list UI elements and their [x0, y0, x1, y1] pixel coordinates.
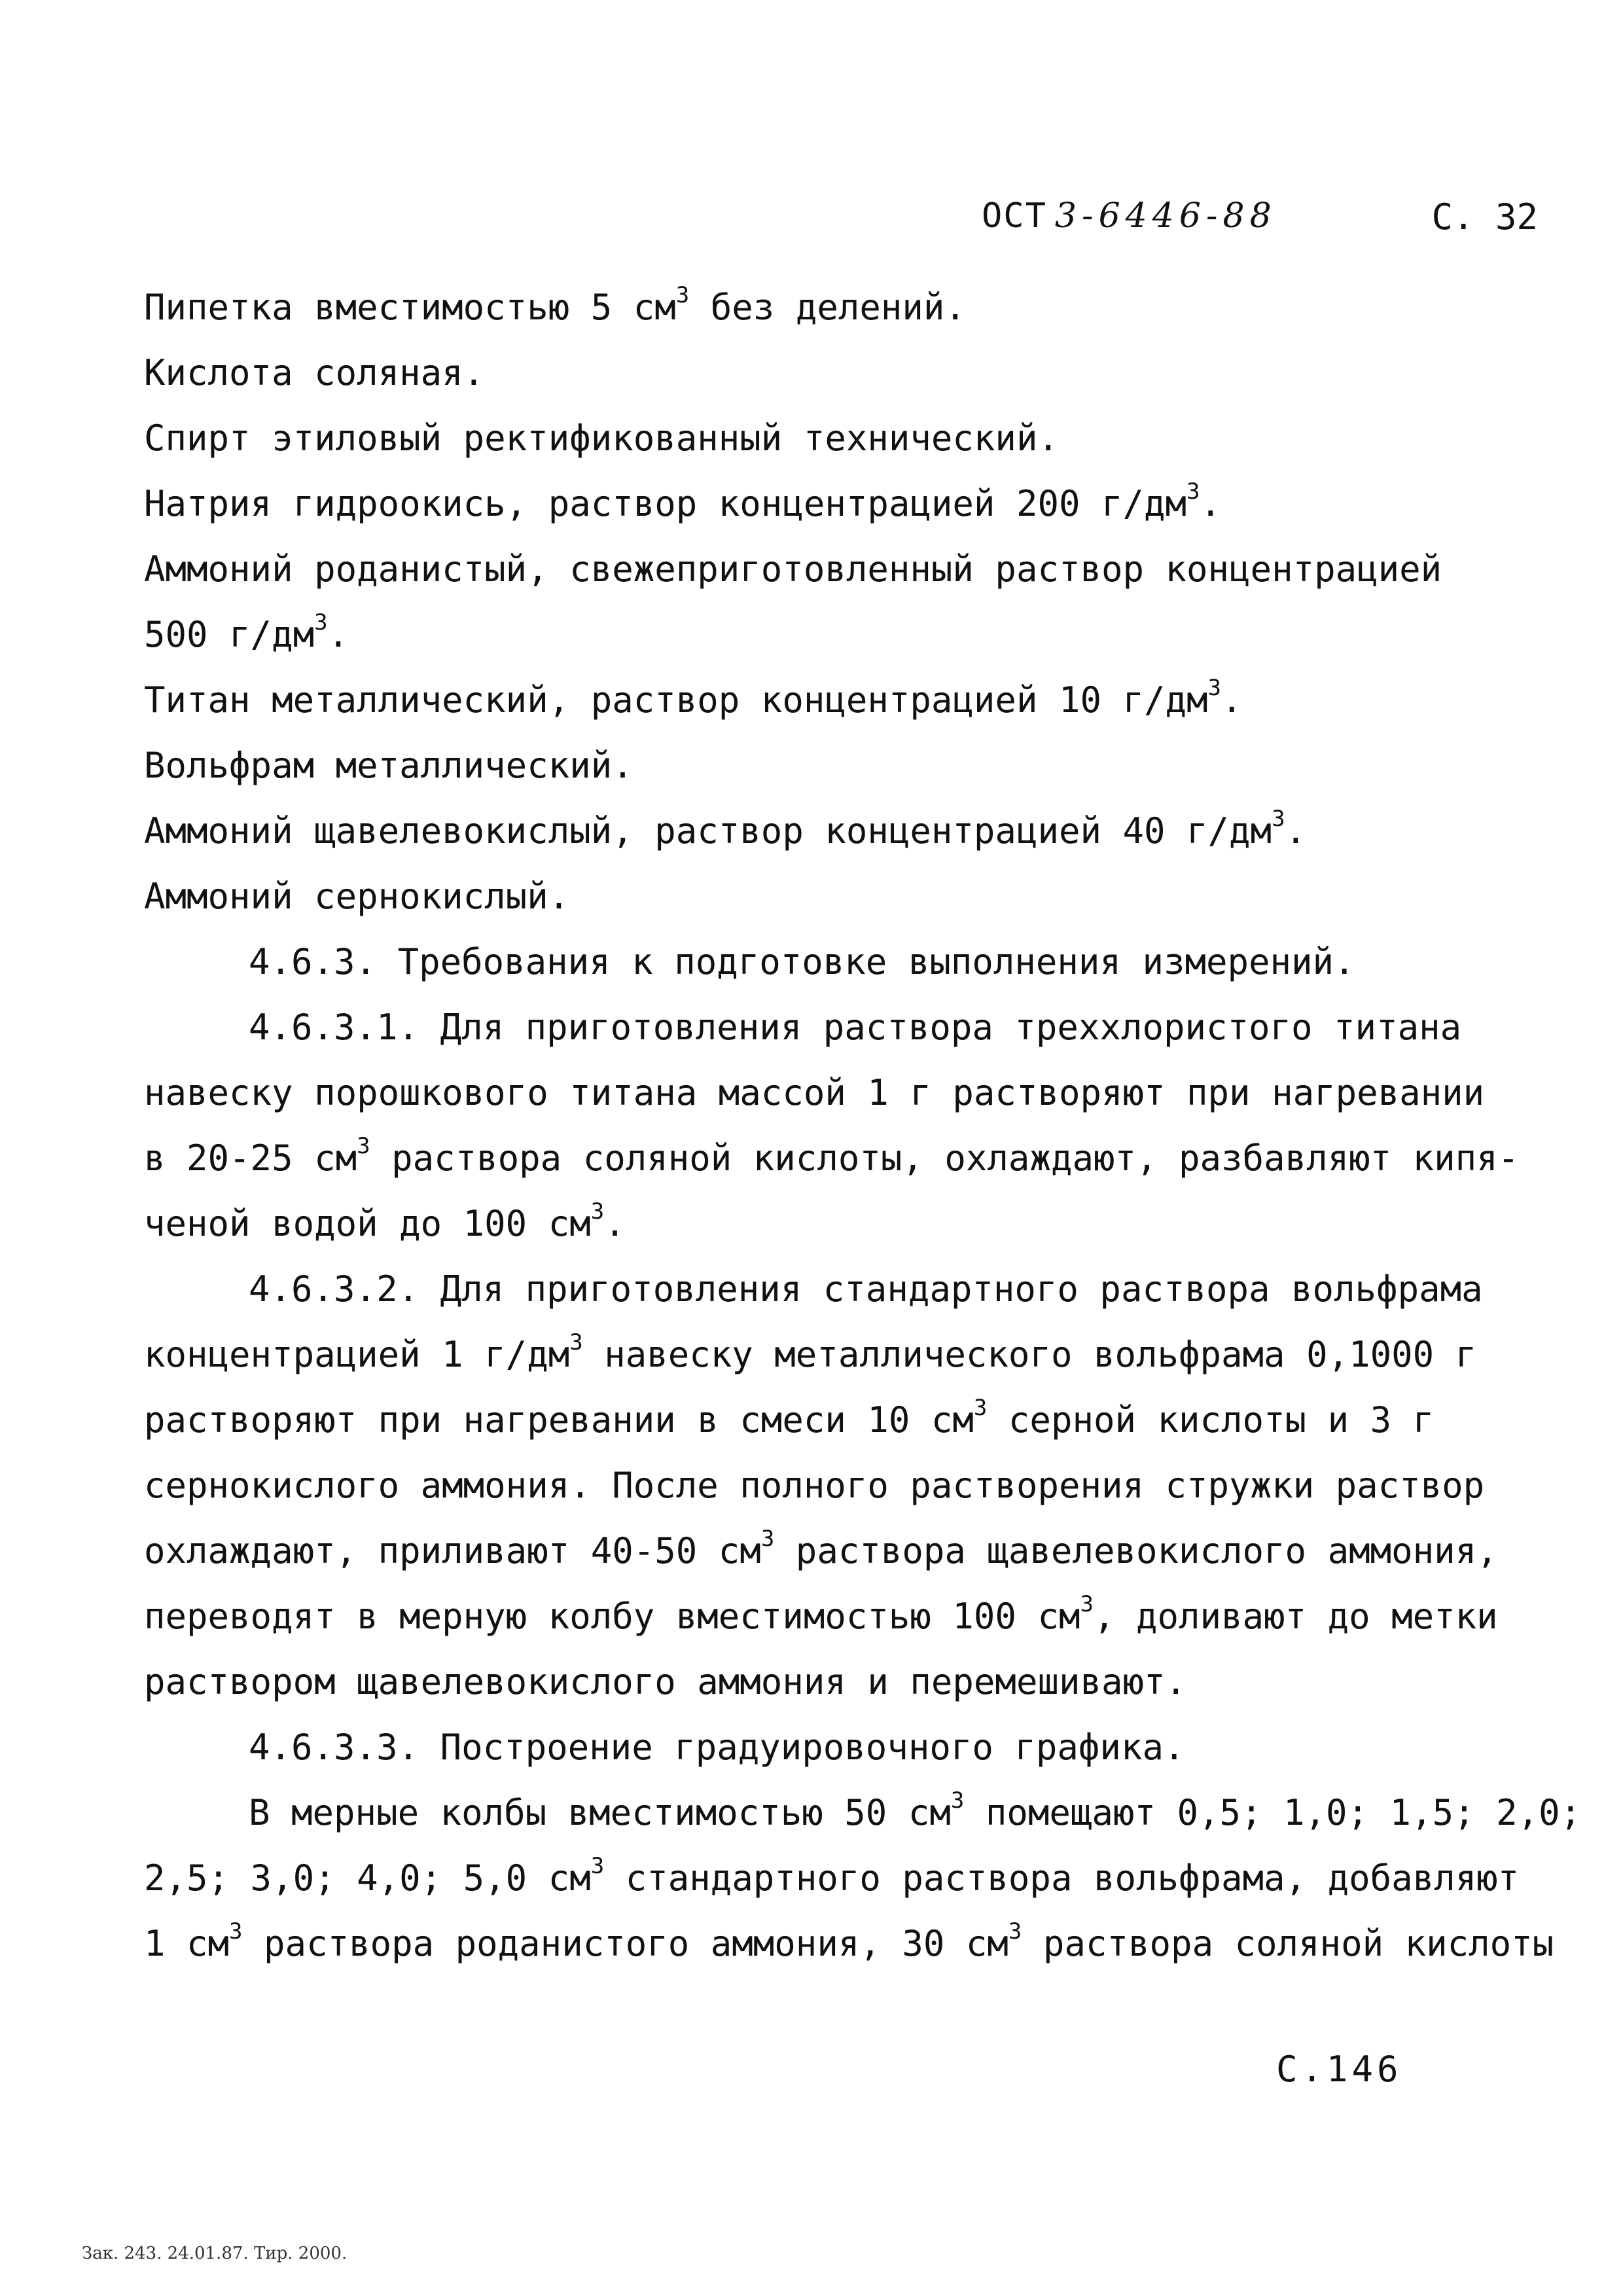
text-line: Аммоний роданистый, свежеприготовленный раствор концентрацией: [144, 548, 1442, 590]
section-heading: 4.6.3.3. Построение градуировочного графика.: [249, 1727, 1185, 1768]
text-line: ченой водой до 100 $см^3$.: [144, 1198, 626, 1244]
standard-designation: [982, 196, 1277, 236]
text-line: переводят в мерную колбу вместимостью 100 $см^3$, доливают до метки: [144, 1591, 1498, 1637]
text-line: в 20-25 $см^3$ раствора соляной кислоты, охлаждают, разбавляют кипя-: [144, 1133, 1520, 1179]
standard-number: 3-6446-88: [1054, 196, 1277, 236]
text-line: растворяют при нагревании в смеси 10 $см^3$ серной кислоты и 3 г: [144, 1395, 1435, 1441]
text-line: 1 $см^3$ раствора роданистого аммония, 30 $см^3$ раствора соляной кислоты: [144, 1918, 1554, 1964]
page-number: С. 32: [1431, 196, 1538, 238]
text-line: Аммоний щавелевокислый, раствор концентрацией 40 $г/дм^3$.: [144, 806, 1307, 852]
text-line: раствором щавелевокислого аммония и перемешивают.: [144, 1661, 1187, 1702]
text-line: Спирт этиловый ректификованный технический.: [144, 418, 1059, 459]
text-line: Вольфрам металлический.: [144, 745, 633, 786]
print-imprint: Зак. 243. 24.01.87. Тир. 2000.: [82, 2244, 348, 2263]
text-line: Натрия гидроокись, раствор концентрацией 200 $г/дм^3$.: [144, 478, 1222, 524]
text-line: сернокислого аммония. После полного растворения стружки раствор: [144, 1465, 1485, 1506]
paragraph-start: В мерные колбы вместимостью 50 $см^3$ помещают 0,5; 1,0; 1,5; 2,0;: [249, 1787, 1582, 1833]
paragraph-start: 4.6.3.1. Для приготовления раствора треххлористого титана: [249, 1007, 1462, 1048]
section-heading: 4.6.3. Требования к подготовке выполнения измерений.: [249, 941, 1355, 982]
text-line: Аммоний сернокислый.: [144, 876, 570, 917]
body-text: [144, 275, 1582, 1977]
standard-prefix: ОСТ: [982, 196, 1047, 236]
text-line: концентрацией 1 $г/дм^3$ навеску металлического вольфрама 0,1000 г: [144, 1329, 1477, 1375]
text-line: Титан металлический, раствор концентрацией 10 $г/дм^3$.: [144, 675, 1243, 721]
page-header: [982, 190, 1538, 255]
text-line: 500 $г/дм^3$.: [144, 609, 349, 655]
text-line: Кислота соляная.: [144, 352, 485, 393]
text-line: охлаждают, приливают 40-50 $см^3$ раствора щавелевокислого аммония,: [144, 1526, 1498, 1571]
collection-page-reference: С.146: [1276, 2049, 1402, 2090]
text-line: навеску порошкового титана массой 1 г растворяют при нагревании: [144, 1072, 1485, 1113]
text-line: 2,5; 3,0; 4,0; 5,0 $см^3$ стандартного раствора вольфрама, добавляют: [144, 1853, 1520, 1899]
paragraph-start: 4.6.3.2. Для приготовления стандартного раствора вольфрама: [249, 1268, 1483, 1310]
text-line: Пипетка вместимостью 5 $см^3$ без делений.: [144, 282, 966, 328]
